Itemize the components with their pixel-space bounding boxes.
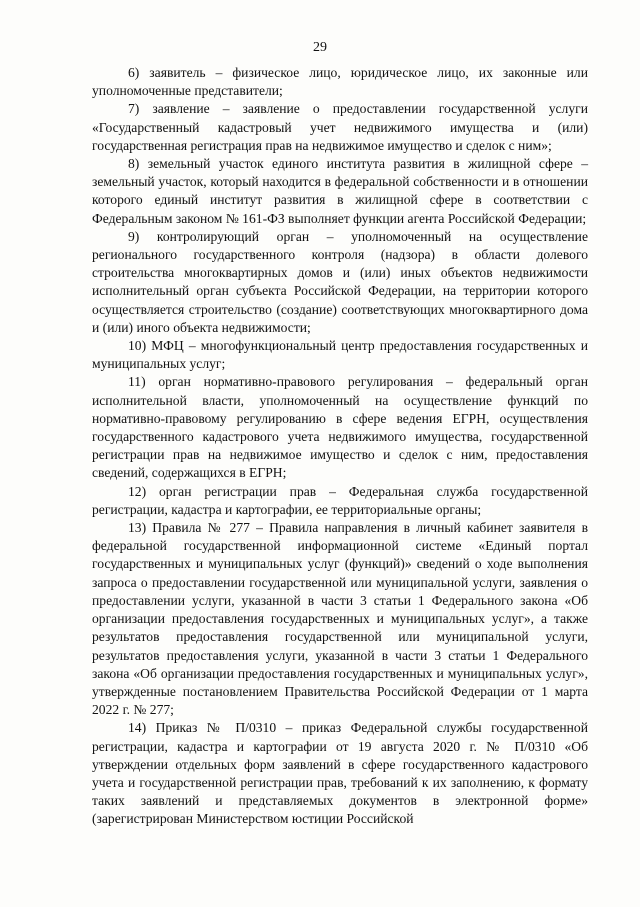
- paragraph-13-rules-277: 13) Правила № 277 – Правила направления в личный кабинет заявителя в федеральной государственной информационной системе «Единый портал государственных и муниципальных услуг (функций)» сведений о ходе выполнения запроса о предоставлении государственной или муниципальной услуги, заявления о предоставлении услуги, указанной в части 3 статьи 1 Федерального закона «Об организации предоставления государственных и муниципальных услуг», а также результатов предоставления государственной или муниципальной услуги, результатов предоставления услуги, указанной в части 3 статьи 1 Федерального закона «Об организации предоставления государственных и муниципальных услуг», утвержденные постановлением Правительства Российской Федерации от 1 марта 2022 г. № 277;: [92, 520, 588, 718]
- document-body: [92, 64, 588, 829]
- paragraph-10-mfc: 10) МФЦ – многофункциональный центр предоставления государственных и муниципальных услуг;: [92, 338, 588, 372]
- paragraph-14-order-p0310: 14) Приказ № П/0310 – приказ Федеральной службы государственной регистрации, кадастра и картографии от 19 августа 2020 г. № П/0310 «Об утверждении отдельных форм заявлений в сфере государственного кадастрового учета и государственной регистрации прав, требований к их заполнению, к формату таких заявлений и представляемых документов в электронной форме» (зарегистрирован Министерством юстиции Российской: [92, 720, 588, 827]
- page-number: 29: [313, 40, 327, 55]
- paragraph-9-controlling-body: 9) контролирующий орган – уполномоченный на осуществление регионального государственного контроля (надзора) в области долевого строительства многоквартирных домов и (или) иных объектов недвижимости исполнительный орган субъекта Российской Федерации, на территории которого осуществляется строительство (создание) соответствующих многоквартирного дома и (или) иного объекта недвижимости;: [92, 228, 588, 335]
- paragraph-11-regulatory-body: 11) орган нормативно-правового регулирования – федеральный орган исполнительной власти, уполномоченный на осуществление функций по нормативно-правовому регулированию в сфере ведения ЕГРН, осуществления государственного кадастрового учета недвижимого имущества, государственной регистрации прав на недвижимое имущество и сделок с ним, предоставления сведений, содержащихся в ЕГРН;: [92, 374, 588, 481]
- paragraph-8-land-plot: 8) земельный участок единого института развития в жилищной сфере – земельный участок, который находится в федеральной собственности и в отношении которого единый институт развития в жилищной сфере в соответствии с Федеральным законом № 161-ФЗ выполняет функции агента Российской Федерации;: [92, 156, 588, 226]
- paragraph-7-application: 7) заявление – заявление о предоставлении государственной услуги «Государственный кадастровый учет недвижимого имущества и (или) государственная регистрация прав на недвижимое имущество и сделок с ним»;: [92, 101, 588, 153]
- paragraph-6-applicant: 6) заявитель – физическое лицо, юридическое лицо, их законные или уполномоченные представители;: [92, 65, 588, 99]
- paragraph-12-registration-body: 12) орган регистрации прав – Федеральная служба государственной регистрации, кадастра и картографии, ее территориальные органы;: [92, 483, 588, 517]
